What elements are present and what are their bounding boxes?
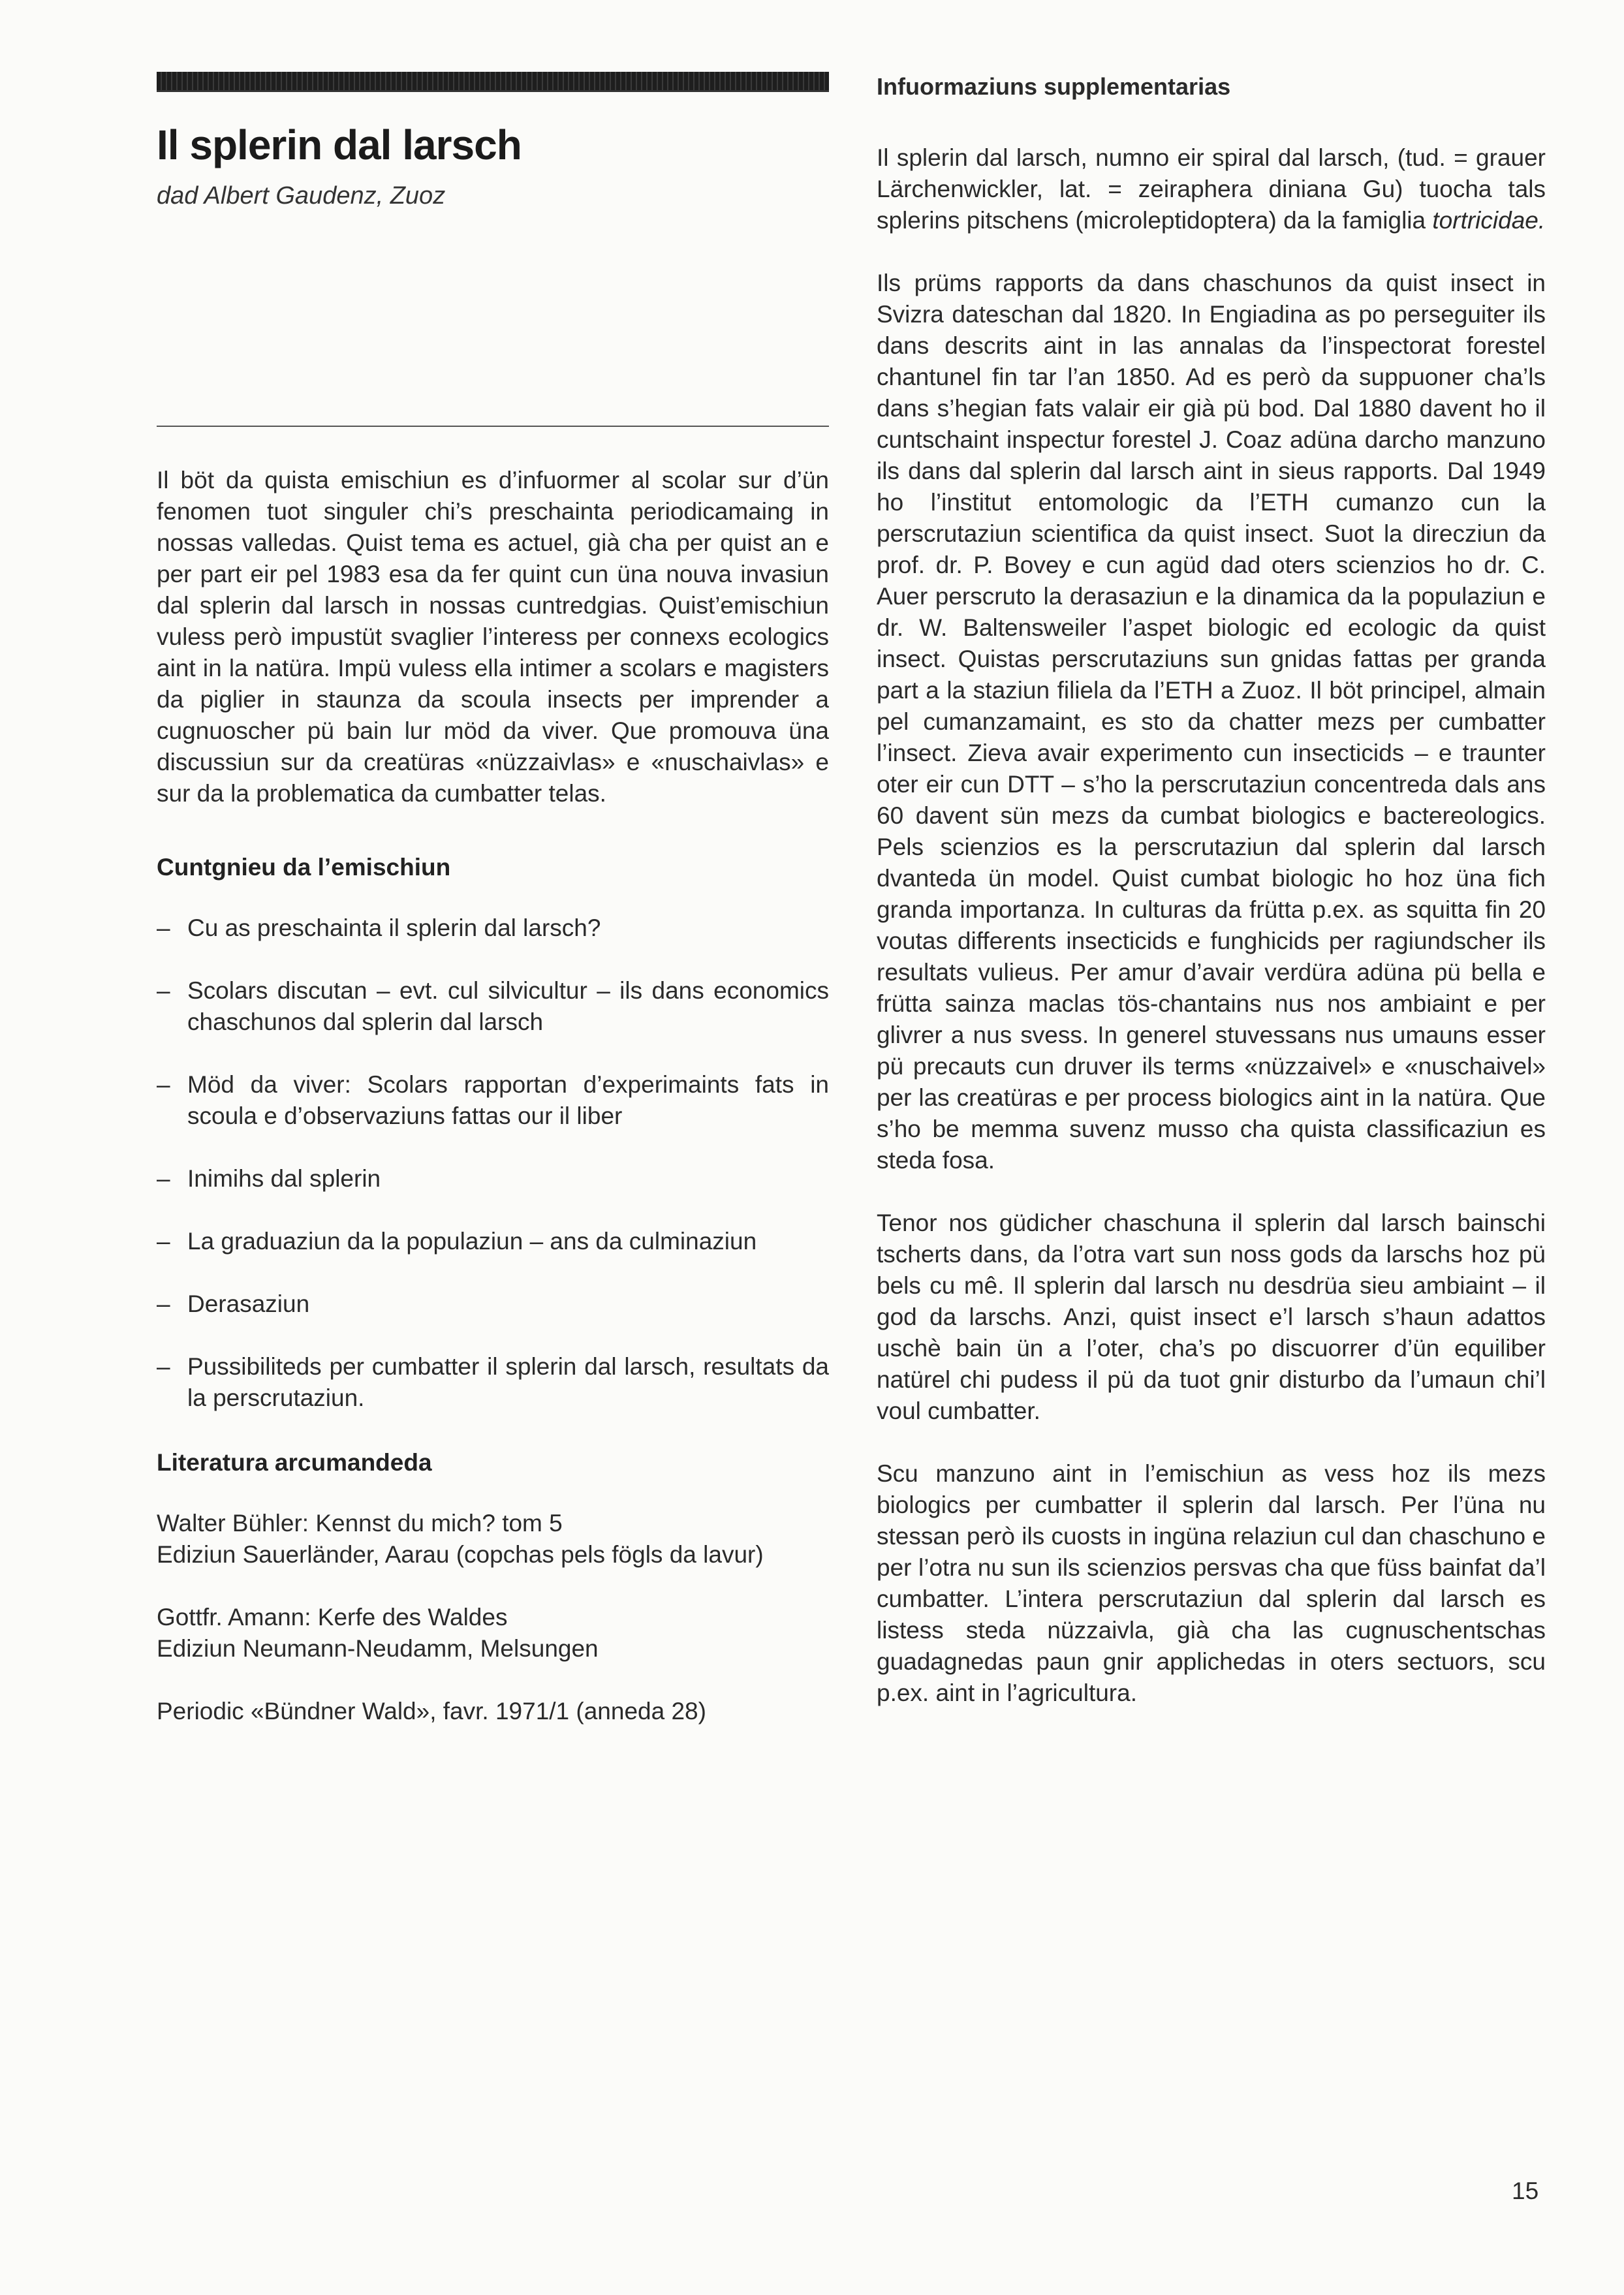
list-item: – Scolars discutan – evt. cul silvicultur – ils dans economics chaschunos dal splerin dal larsch (157, 977, 829, 1036)
literature-entry: Gottfr. Amann: Kerfe des Waldes Ediziun Neumann-Neudamm, Melsungen (157, 1604, 599, 1663)
list-item: – Cu as preschainta il splerin dal larsch? (157, 914, 601, 942)
contents-heading: Cuntgnieu da l’emischiun (157, 854, 451, 881)
right-column (877, 72, 1546, 1709)
article-title: Il splerin dal larsch (157, 121, 522, 168)
article-author: dad Albert Gaudenz, Zuoz (157, 182, 446, 210)
supplementary-paragraph: Ils prüms rapports da dans chaschunos da quist insect in Svizra dateschan dal 1820. In Engiadina as po perseguiter ils dans descrits aint in las annalas da l’inspectorat forestel chantunel fin tar l’an 1850. Ad es però da suppuoner cha’ls dans s’hegian fats valair eir già pü bod. Dal 1880 davent ho il cuntschaint inspectur forestel J. Coaz adüna darcho manzuno ils dans dal splerin dal larsch aint in sieus rapports. Dal 1949 ho l’institut entomologic da l’ETH cumanzo cun la perscrutaziun scientifica da quist insect. Suot la direcziun da prof. dr. P. Bovey e cun agüd dad oters scienzios ho dr. C. Auer perscruto la derasaziun e la dinamica da la populaziun e dr. W. Baltensweiler l’aspet biologic ed ecologic da quist insect. Quistas perscrutaziuns sun gnidas fattas per granda part a la staziun filiela da l’ETH a Zuoz. Il böt principel, almain pel cumanzamaint, es sto da chatter mezs per cumbatter l’insect. Zieva avair experimento cun insecticids – e traunter oter eir cun DTT – s’ho la perscrutaziun concentreda dals ans 60 davent sün mezs da cumbat biologics e bactereologics. Pels scienzios es la perscrutaziun dal splerin dal larsch dvanteda ün model. Quist cumbat biologic ho hoz üna fich granda importanza. In culturas da frütta p.ex. as squitta fin 20 voutas differents insecticids e funghicids per ragiundscher ils resultats vulieus. Per amur d’avair verdüra adüna pü bella e frütta sainza maclas tös-chantains nus nos ambiaint e per glivrer a nus svess. In generel stuvessans nus umauns esser pü precauts cun druver ils terms «nüzzaivel» e «nuschaivel» per las creatüras e per process biologics aint in la natüra. Que s’ho be memma suvenz musso cha quista classificaziun es steda fosa. (877, 270, 1546, 1174)
left-column (157, 72, 829, 1758)
literature-entry: Periodic «Bündner Wald», favr. 1971/1 (anneda 28) (157, 1698, 706, 1725)
supplementary-heading: Infuormaziuns supplementarias (877, 73, 1231, 100)
title-decoration-bar (157, 72, 829, 92)
supplementary-paragraph: Tenor nos güdicher chaschuna il splerin dal larsch bainschi tscherts dans, da l’otra vart sun noss gods da larschs hoz pü bels cu mê. Il splerin dal larsch nu desdrüa sieu ambiaint – il god da larschs. Anzi, quist insect e’l larsch s’haun adattos uschè bain ün a l’oter, cha’s po discuorrer d’ün equiliber natürel chi pudess il pü da tuot gnir disturbo da l’umaun chi’l voul cumbatter. (877, 1210, 1546, 1424)
supplementary-paragraph: Scu manzuno aint in l’emischiun as vess hoz ils mezs biologics per cumbatter il splerin dal larsch. Per l’üna nu stessan però ils cuosts in ingüna relaziun cul dan chaschuno e per l’otra nu sun ils scienzios persvas cha que füss bainfat da’l cumbatter. L’intera perscrutaziun dal splerin dal larsch es listess steda nüzzaivla, già cha las cugnuschentschas guadagnedas paun gnir applichedas in oters sectuors, scu p.ex. aint in l’agricultura. (877, 1460, 1546, 1706)
list-item: – La graduaziun da la populaziun – ans da culminaziun (157, 1228, 757, 1255)
literature-list (157, 1508, 829, 1727)
list-item: – Pussibiliteds per cumbatter il splerin dal larsch, resultats da la perscrutaziun. (157, 1353, 829, 1412)
contents-list (157, 913, 829, 1414)
list-item: – Möd da viver: Scolars rapportan d’experimaints fats in scoula e d’observaziuns fattas our il liber (157, 1071, 829, 1130)
page-number: 15 (1512, 2178, 1539, 2204)
intro-paragraph: Il böt da quista emischiun es d’infuormer al scolar sur d’ün fenomen tuot singuler chi’s preschainta periodicamaing in nossas valledas. Quist tema es actuel, già cha per quist an e per part eir pel 1983 esa da fer quint cun üna nouva invasiun dal splerin dal larsch in nossas cuntredgias. Quist’emischiun vuless però impustüt svaglier l’interess per connexs ecologics aint in la natüra. Impü vuless ella intimer a scolars e magisters da piglier in staunza da scoula insects per imprender a cugnuoscher pü bain lur möd da viver. Que promouva üna discussiun sur da creatüras «nüzzaivlas» e «nuschaivlas» e sur da la problematica da cumbatter telas. (157, 467, 829, 807)
divider-rule (157, 426, 829, 427)
list-item: – Derasaziun (157, 1290, 310, 1318)
supplementary-paragraph: Il splerin dal larsch, numno eir spiral dal larsch, (tud. = grauer Lärchenwickler, lat. = zeiraphera diniana Gu) tuocha tals splerins pitschens (microleptidoptera) da la famiglia tortricidae. (877, 144, 1546, 234)
list-item: – Inimihs dal splerin (157, 1165, 381, 1193)
literature-heading: Literatura arcumandeda (157, 1449, 432, 1476)
literature-entry: Walter Bühler: Kennst du mich? tom 5 Ediziun Sauerländer, Aarau (copchas pels fögls da lavur) (157, 1510, 764, 1569)
